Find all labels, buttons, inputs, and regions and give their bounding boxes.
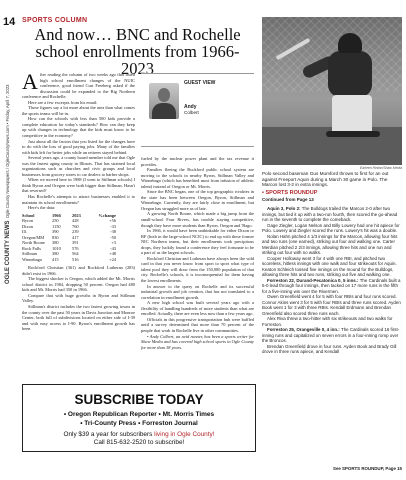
article-paragraph: Rockford Christian (361) and Rockford Lutheran (283) didn't exist in 1966. (22, 265, 135, 276)
article-paragraph: Officials in this progressive transportation hub were baffled until a survey determined that more than 70 percent of the people that work in Rochelle live in other communities. (141, 316, 254, 333)
table-row: North Boone 380 391 +3 (22, 240, 116, 246)
article-paragraph: In 1966, it would have been unthinkable for either Dixon or RF (both in the large-school NCIC) to end up with these former NIC Northern teams, but their enrollments took precipitous drops, they luckily found a conference they feel fortunate to be a part of as the largest schools. (141, 228, 254, 256)
table-row: Stillman 380 564 +48 (22, 251, 116, 257)
roundup-paragraph: Owen Greenfield went 4 for 5 with four RBIs and four runs scored. Connor Akins went 3 for 5 with four RBIs and three runs scored. Ayden Book went 1 for 3 with three RBIs. Kendall Erdmann and Brendan Greenfield also scored three runs each. (262, 294, 401, 316)
table-row: Ill. 390 239 -38 (22, 229, 116, 235)
article-paragraph: Just about all the factors that you listed for the changes have to do with the loss of good paying jobs. Many of the families with kids left for better jobs while an retirees stayed behind. (22, 138, 135, 155)
baseball-photo (262, 17, 402, 165)
article-paragraph: After reading the column of two weeks ago that listed high school enrollment changes of the NUIC conference, good friend Curt Freeberg asked if the discussion could be expanded to the Big Northern conference and Rochelle. (22, 69, 135, 100)
article-headline: And now… BNC and Rochelle school enrollments from 1966-2023 (34, 25, 241, 78)
subscribe-offer: Only $39 a year for subscribers living in Ogle County! Call 815-632-2520 to subscribe! (23, 431, 255, 446)
article-paragraph: In answer to the query on Rochelle and its successful industrial growth and job creation, that has not translated to a correlation in enrollment growth. (141, 283, 254, 300)
table-row: Byron 250 428 +56 (22, 218, 116, 224)
roundup-paragraph: Aquin 3, Polo 2: The Bulldogs trailed the Marcos 2-0 after two innings, but tied it up with a two-run fourth, then scored the go-ahead run in the seventh to complete the comeback. (262, 206, 398, 222)
page-number: 14 (3, 16, 16, 28)
table-row: Rock Falls 1010 576 -43 (22, 245, 116, 251)
subscribe-ad[interactable] (22, 384, 256, 452)
roundup-continued: Continued from Page 13 (262, 197, 314, 202)
article-paragraph: Since the BNC began, one of the top geographic rivalries in the state has been between Oregon, Byron, Stillman and Winnebago. Currently, they are fairly close in enrollment, but Oregon has struggled more as of late. (141, 189, 254, 211)
roundup-paragraph: Alex Riva threw a two-hitter with six strikeouts and two walks for Forreston. (262, 316, 393, 327)
author-first-name: Andy (184, 104, 197, 110)
article-paragraph: How can the schools with less than 500 kids provide a complete education for today's standards? How can they keep up with changes in technology that the kids must know to be competitive in the economy? (22, 116, 135, 139)
article-paragraph: When we moved here in 1988 (I went to Stillman schools) I think Byron and Oregon were both bigger than Stillman. Hasn't that reversed? (22, 177, 135, 194)
article-paragraph: Families fleeing the Rockford public school system are moving to the schools in nearby Byron, Stillman Valley and Winnebago (which has benefited most from infusion of athletic talent) instead of Oregon or Mt. Morris. (141, 167, 254, 189)
article-paragraph: fueled by the nuclear power plant and the tax revenue it provides. (141, 156, 254, 167)
article-paragraph: Those figures say a lot more about the area than what comes the sports teams will be in. (22, 105, 135, 116)
author-last-name: Colbert (184, 110, 199, 115)
article-paragraph: Rockford Christian and Lutheran have always been the wild card in that you never know from sport to sport what type of talent pool they will draw from the 150,000 population of that city. Rochelle's schools, it is inconsequential for them having the lowest enrollments. (141, 255, 254, 284)
table-row: Dixon 1150 760 -33 (22, 223, 116, 229)
subscribe-title: SUBSCRIBE TODAY (74, 392, 204, 407)
vertical-credit: Ogle County Newspapers / OgleCountyNews.com • Friday, April 7, 2023 (5, 84, 10, 219)
roundup-paragraph: Brendan Greenfield drove in four runs. Ayden Book and Brady Gill drove in three runs apiece, and Kendall (262, 343, 397, 354)
article-column-1 (22, 69, 135, 332)
article-paragraph: Has Rochelle's attempts to attract businesses enabled it to maintain its school enrollments? (22, 194, 135, 205)
author-headshot (149, 83, 179, 119)
subscribe-publications: • Oregon Republican Reporter • Mt. Morris Times • Tri-County Press • Forreston Journal (63, 411, 215, 427)
subscribe-phone[interactable]: Call 815-632-2520 to subscribe! (93, 438, 185, 446)
photo-credit: Earleen Hinton/Shaw Media (359, 166, 402, 170)
article-paragraph: Compare that with huge growths in Byron and Stillman Valley. (22, 292, 135, 304)
roundup-paragraph: Gage Ziegler, Logan Nelson and Billy Lowery had one hit apiece for Polo. Lowery and Ziegler scored the runs. Lowery's hit was a double. (262, 222, 400, 233)
roundup-body (262, 206, 402, 355)
article-paragraph: The biggest shocker is Oregon, which added the Mt. Morris school district in 1984, dropping 50 percent. Oregon had 480 kids and Mt. Morris had 350 in 1966. (22, 276, 135, 293)
author-bio: • Andy Colbert, an avid runner, has been a sports writer for Shaw Media and has covered high school sports in Ogle County for more than 38 years. (141, 333, 254, 350)
section-label: SPORTS COLUMN (22, 17, 88, 24)
article-paragraph: A new high school was built several years ago with a flexibility of handling hundreds of more students than what are enrolled. Actually, there are even less now than a few years ago. (141, 300, 254, 317)
guest-view-label: GUEST VIEW (184, 80, 216, 86)
article-paragraph: Here are a few excerpts from his email: (28, 99, 98, 105)
enrollment-table (22, 213, 135, 263)
vertical-brand: OGLE COUNTY NEWS (5, 220, 11, 284)
table-row: Winnebago 415 516 +24 (22, 256, 116, 262)
roundup-paragraph: Forreston 22, Durand-Pecatonica 0, 5 inns.: The Cardinals built a 5-0 lead through four innings, then tacked on 17 more runs in the fifth for a five-inning win over the Rivermen. (262, 277, 401, 294)
article-paragraph: Stillman's district includes the two fastest growing towns in the county over the past 50 years in Davis Junction and Monroe Center, both full of subdivisions located on either side of I-39 and with easy access to I-90. Byron's enrollment growth has been (22, 304, 135, 332)
table-row: Oregon/MM 830 417 -50 (22, 234, 116, 240)
guest-view-box (141, 73, 254, 147)
roundup-title: • SPORTS ROUNDUP (262, 190, 318, 196)
roundup-paragraph: Cooper Holloway went 3 for 4 with one RBI, and pitched two scoreless, hitless innings with one walk and four strikeouts for Aquin. Keaton Schleich tossed five innings on the mound for the Bulldogs, allowing three hits and two runs, striking out five and walking one. (262, 255, 397, 277)
roundup-paragraph: Nolan Hahn pitched 4 1/3 innings for the Marcos, allowing four hits and two runs (one earned), striking out four and walking one. Carter Merdian pitched 2 2/3 innings, allowing three hits and one run and striking out four with no walks. (262, 233, 398, 255)
drop-cap: A (22, 69, 38, 94)
table-header: School 1966 2023 %change (22, 212, 116, 218)
article-paragraph: A growing North Boone, which made a big jump from the small-school Four Rivers, has trouble staying competitive, though they have more students than Byron, Oregon and 'Bago. (141, 211, 254, 228)
article-paragraph: Several years ago, a county board member told me that Ogle was the fastest aging county in Illinois. That has strained local organizations such as churches and civic groups and local businesses from grocery stores to car dealers to barber shops. (22, 155, 135, 177)
table-intro: Here's the data: (28, 205, 56, 211)
article-column-2 (141, 156, 254, 350)
photo-caption: Polo second baseman Gus Mumford throws to first for an out against Freeport Aquin during a March 30 game in Polo. The Marcos lost 3-2 in extra innings. (262, 171, 389, 188)
continued-jump-link[interactable]: See SPORTS ROUNDUP, Page 15 (333, 466, 402, 471)
roundup-paragraph: Forreston 25, Orangeville 0, 4 inn.: The Cardinals scored 16 first-inning runs and capitalized on seven errors in a four-inning romp over the Broncos. (262, 327, 400, 343)
vertical-credit-strip (5, 34, 15, 284)
